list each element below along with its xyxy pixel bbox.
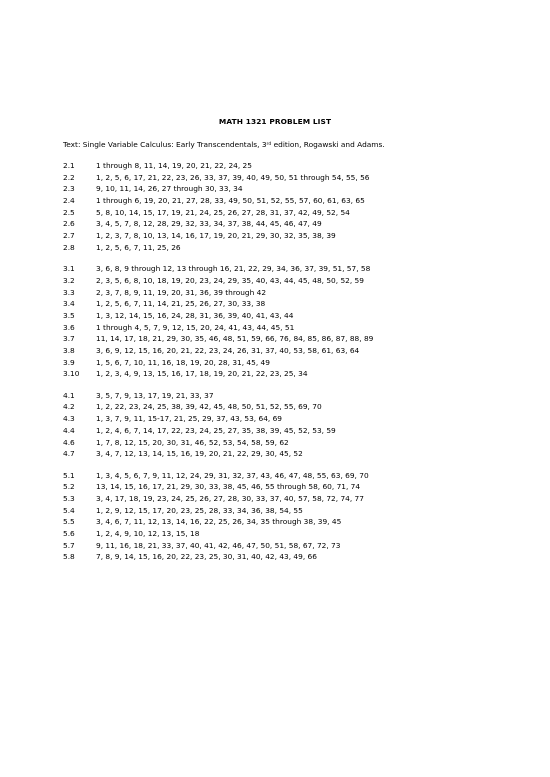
section-number: 3.6 (63, 322, 75, 332)
section-number: 5.7 (63, 540, 75, 550)
section-number: 3.3 (63, 287, 75, 297)
problem-row (63, 322, 533, 334)
problem-row (63, 298, 533, 310)
problem-numbers: 1, 2, 3, 4, 9, 13, 15, 16, 17, 18, 19, 20, 21, 22, 23, 25, 34 (96, 369, 308, 379)
section-number: 3.1 (63, 264, 75, 274)
section-number: 4.2 (63, 402, 75, 412)
problem-numbers: 3, 6, 8, 9 through 12, 13 through 16, 21, 22, 29, 34, 36, 37, 39, 51, 57, 58 (96, 264, 371, 274)
problem-numbers: 11, 14, 17, 18, 21, 29, 30, 35, 46, 48, 51, 59, 66, 76, 84, 85, 86, 87, 88, 89 (96, 334, 374, 344)
chapter-section (63, 470, 533, 564)
problem-row (63, 275, 533, 287)
section-number: 3.8 (63, 346, 75, 355)
problem-numbers: 3, 4, 5, 7, 8, 12, 28, 29, 32, 33, 34, 37, 38, 44, 45, 46, 47, 49 (96, 219, 322, 229)
problem-row (63, 218, 533, 230)
problem-numbers: 1, 2, 5, 6, 17, 21, 22, 23, 26, 33, 37, 39, 40, 49, 50, 51 through 54, 55, 56 (96, 172, 370, 182)
problem-row (63, 437, 533, 449)
section-number: 4.4 (63, 425, 75, 435)
problem-row (63, 401, 533, 413)
section-number: 5.3 (63, 493, 75, 503)
chapter-section (63, 263, 533, 380)
section-number: 2.7 (63, 231, 75, 241)
problem-row (63, 310, 533, 322)
problem-numbers: 3, 4, 6, 7, 11, 12, 13, 14, 16, 22, 25, 26, 34, 35 through 38, 39, 45 (96, 517, 342, 527)
section-number: 5.1 (63, 470, 75, 480)
problem-numbers: 2, 3, 7, 8, 9, 11, 19, 20, 31, 36, 39 through 42 (96, 287, 267, 297)
problem-numbers: 1, 2, 4, 6, 7, 14, 17, 22, 23, 24, 25, 27, 35, 38, 39, 45, 52, 53, 59 (96, 425, 336, 435)
section-number: 2.3 (63, 184, 75, 194)
problem-row (63, 263, 533, 275)
problem-row (63, 207, 533, 219)
problem-row (63, 242, 533, 254)
problem-row (63, 470, 533, 482)
problem-row (63, 160, 533, 172)
section-number: 4.6 (63, 437, 75, 447)
problem-row (63, 413, 533, 425)
section-number: 4.3 (63, 414, 75, 424)
problem-numbers: 1, 3, 7, 9, 11, 15-17, 21, 25, 29, 37, 43, 53, 64, 69 (96, 414, 283, 424)
problem-row (63, 551, 533, 563)
section-number: 5.5 (63, 517, 75, 527)
problem-row (63, 425, 533, 437)
problem-numbers: 5, 8, 10, 14, 15, 17, 19, 21, 24, 25, 26, 27, 28, 31, 37, 42, 49, 52, 54 (96, 207, 350, 217)
problem-row (63, 287, 533, 299)
problem-numbers: 1, 5, 6, 7, 10, 11, 16, 18, 19, 20, 28, 31, 45, 49 (96, 357, 270, 367)
problem-sections (63, 160, 533, 573)
problem-numbers: 1, 2, 9, 12, 15, 17, 20, 23, 25, 28, 33, 34, 36, 38, 54, 55 (96, 505, 303, 515)
problem-numbers: 1, 3, 12, 14, 15, 16, 24, 28, 31, 36, 39, 40, 41, 43, 44 (96, 310, 294, 320)
problem-row (63, 333, 533, 345)
problem-row (63, 345, 533, 357)
problem-numbers: 1, 3, 4, 5, 6, 7, 9, 11, 12, 24, 29, 31, 32, 37, 43, 46, 47, 48, 55, 63, 69, 70 (96, 470, 369, 480)
problem-numbers: 3, 4, 7, 12, 13, 14, 15, 16, 19, 20, 21, 22, 29, 30, 45, 52 (96, 449, 303, 459)
problem-numbers: 3, 6, 9, 12, 15, 16, 20, 21, 22, 23, 24, 26, 31, 37, 40, 53, 58, 61, 63, 64 (96, 346, 360, 355)
problem-numbers: 9, 10, 11, 14, 26, 27 through 30, 33, 34 (96, 184, 243, 194)
section-number: 2.8 (63, 242, 75, 252)
problem-row (63, 493, 533, 505)
problem-row (63, 390, 533, 402)
chapter-section (63, 390, 533, 460)
chapter-section (63, 160, 533, 254)
section-number: 3.5 (63, 310, 75, 320)
problem-numbers: 9, 11, 16, 18, 21, 33, 37, 40, 41, 42, 46, 47, 50, 51, 58, 67, 72, 73 (96, 540, 341, 550)
problem-row (63, 357, 533, 369)
problem-numbers: 13, 14, 15, 16, 17, 21, 29, 30, 33, 38, 45, 46, 55 through 58, 60, 71, 74 (96, 482, 361, 492)
problem-row (63, 172, 533, 184)
textbook-citation-main: Text: Single Variable Calculus: Early Transcendentals, 3 (63, 140, 267, 149)
problem-numbers: 1, 2, 5, 6, 7, 11, 25, 26 (96, 242, 181, 252)
problem-numbers: 3, 5, 7, 9, 13, 17, 19, 21, 33, 37 (96, 390, 214, 400)
problem-numbers: 1, 2, 5, 6, 7, 11, 14, 21, 25, 26, 27, 30, 33, 38 (96, 299, 266, 309)
section-number: 2.6 (63, 219, 75, 229)
problem-numbers: 1, 2, 22, 23, 24, 25, 38, 39, 42, 45, 48, 50, 51, 52, 55, 69, 70 (96, 402, 322, 412)
section-number: 5.8 (63, 552, 75, 562)
section-number: 3.2 (63, 275, 75, 285)
problem-row (63, 528, 533, 540)
problem-row (63, 230, 533, 242)
problem-numbers: 1, 2, 4, 9, 10, 12, 13, 15, 18 (96, 529, 200, 538)
problem-row (63, 448, 533, 460)
section-number: 5.2 (63, 482, 75, 492)
problem-numbers: 1, 2, 3, 7, 8, 10, 13, 14, 16, 17, 19, 20, 21, 29, 30, 32, 35, 38, 39 (96, 231, 336, 241)
section-number: 3.4 (63, 299, 75, 309)
problem-numbers: 1 through 6, 19, 20, 21, 27, 28, 33, 49, 50, 51, 52, 55, 57, 60, 61, 63, 65 (96, 196, 365, 206)
problem-numbers: 3, 4, 17, 18, 19, 23, 24, 25, 26, 27, 28, 30, 33, 37, 40, 57, 58, 72, 74, 77 (96, 493, 364, 503)
edition-superscript: rd (266, 142, 272, 147)
problem-row (63, 368, 533, 380)
section-number: 3.7 (63, 334, 75, 344)
section-number: 3.9 (63, 357, 75, 367)
section-number: 3.10 (63, 369, 80, 379)
section-number: 5.6 (63, 529, 75, 538)
textbook-citation-end: edition, Rogawski and Adams. (271, 140, 385, 149)
section-number: 2.4 (63, 196, 75, 206)
section-number: 2.2 (63, 172, 75, 182)
problem-numbers: 7, 8, 9, 14, 15, 16, 20, 22, 23, 25, 30, 31, 40, 42, 43, 49, 66 (96, 552, 317, 562)
section-number: 4.7 (63, 449, 75, 459)
problem-row (63, 540, 533, 552)
section-number: 2.1 (63, 161, 75, 170)
section-number: 2.5 (63, 207, 75, 217)
problem-numbers: 1 through 4, 5, 7, 9, 12, 15, 20, 24, 41, 43, 44, 45, 51 (96, 322, 295, 332)
problem-row (63, 516, 533, 528)
section-number: 4.1 (63, 390, 75, 400)
problem-row (63, 505, 533, 517)
problem-numbers: 1, 7, 8, 12, 15, 20, 30, 31, 46, 52, 53, 54, 58, 59, 62 (96, 437, 289, 447)
problem-row (63, 183, 533, 195)
problem-numbers: 1 through 8, 11, 14, 19, 20, 21, 22, 24, 25 (96, 161, 252, 170)
section-number: 5.4 (63, 505, 75, 515)
problem-numbers: 2, 3, 5, 6, 8, 10, 18, 19, 20, 23, 24, 29, 35, 40, 43, 44, 45, 48, 50, 52, 59 (96, 275, 364, 285)
problem-row (63, 481, 533, 493)
document-title: MATH 1321 PROBLEM LIST (218, 117, 332, 126)
textbook-citation (63, 140, 385, 149)
problem-row (63, 195, 533, 207)
